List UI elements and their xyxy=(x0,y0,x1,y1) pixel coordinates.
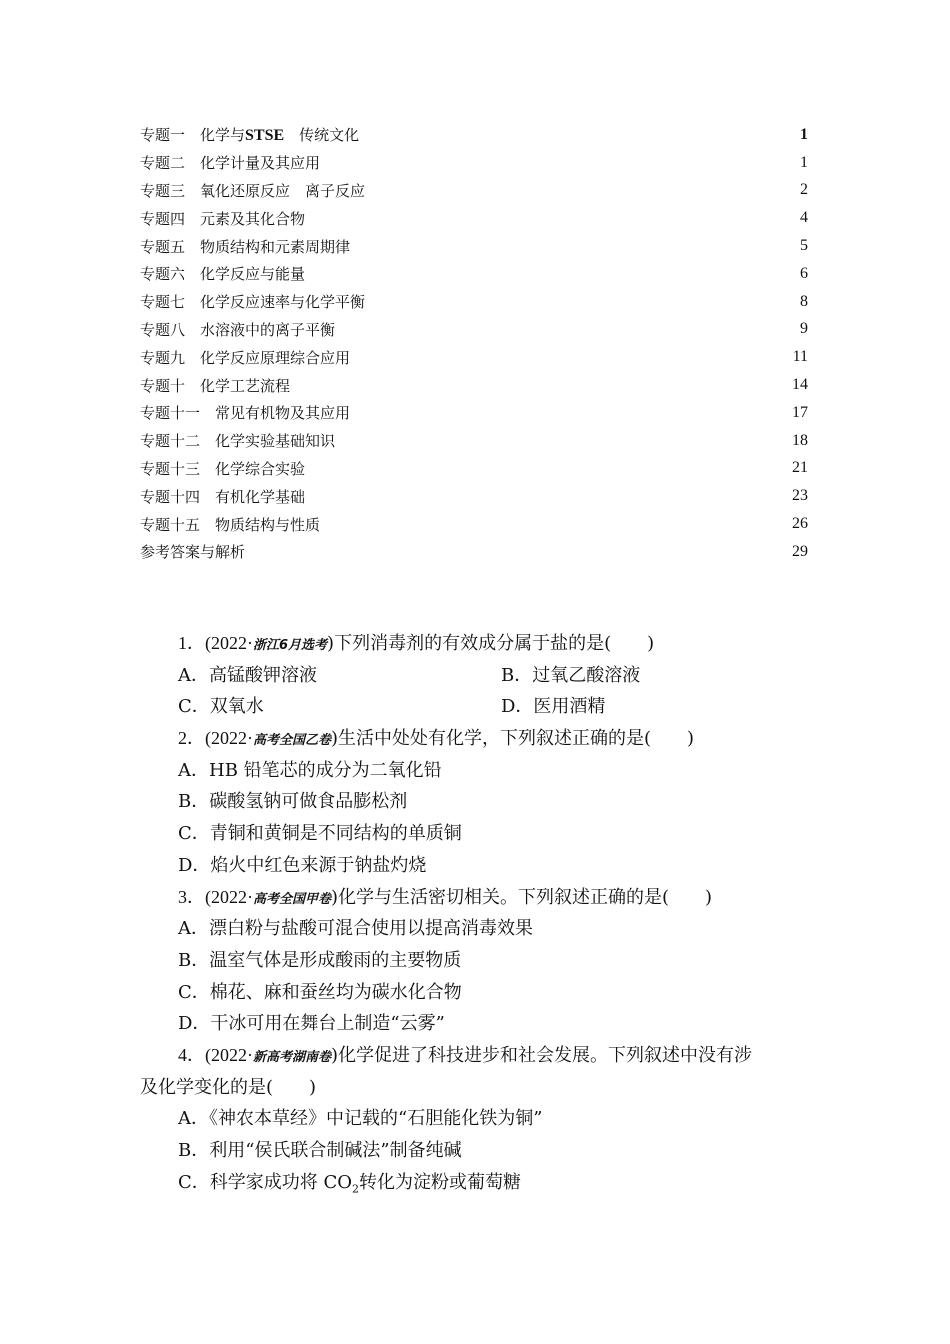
option-d: D．干冰可用在舞台上制造“云雾” xyxy=(178,1013,445,1035)
toc-title: 专题十四 有机化学基础 xyxy=(140,487,306,506)
question-list xyxy=(140,628,810,1198)
toc-page: 14 xyxy=(792,376,808,394)
toc-title: 专题九 化学反应原理综合应用 xyxy=(140,348,351,367)
toc-title: 专题十二 化学实验基础知识 xyxy=(140,432,336,451)
question-number: 4．(2022· xyxy=(178,1044,253,1065)
toc-row[interactable] xyxy=(140,204,808,232)
toc-title: 专题六 化学反应与能量 xyxy=(140,265,306,284)
toc-row[interactable] xyxy=(140,260,808,288)
option-b: B．温室气体是形成酸雨的主要物质 xyxy=(178,949,462,971)
toc-title: 专题十五 物质结构与性质 xyxy=(140,515,321,534)
toc-page: 1 xyxy=(800,153,808,171)
option-b: B．过氧乙酸溶液 xyxy=(501,664,641,686)
toc-page: 26 xyxy=(792,515,808,533)
option-c: C．棉花、麻和蚕丝均为碳水化合物 xyxy=(178,981,462,1003)
toc-title: 专题二 化学计量及其应用 xyxy=(140,154,321,173)
toc-page: 23 xyxy=(792,487,808,505)
option-c-text: C．科学家成功将 CO xyxy=(178,1171,353,1193)
toc-row[interactable] xyxy=(140,232,808,260)
toc-title: 专题十 化学工艺流程 xyxy=(140,376,291,395)
toc-title: 专题三 氧化还原反应 离子反应 xyxy=(140,181,366,200)
toc-page: 4 xyxy=(800,209,808,227)
question-number: 1．(2022· xyxy=(178,633,253,653)
option-a: A．HB 铅笔芯的成分为二氧化铅 xyxy=(178,759,442,781)
toc-page: 11 xyxy=(792,348,808,366)
option-c xyxy=(140,1167,810,1199)
question-number: 2．(2022· xyxy=(178,728,253,749)
option-b: B．利用“侯氏联合制碱法”制备纯碱 xyxy=(178,1140,462,1161)
toc-title: 专题五 物质结构和元素周期律 xyxy=(140,237,351,256)
option-a: A．漂白粉与盐酸可混合使用以提高消毒效果 xyxy=(178,918,533,940)
toc-title: 专题一 化学与STSE 传统文化 xyxy=(140,126,360,145)
option-row xyxy=(140,691,810,723)
option-a: A．高锰酸钾溶液 xyxy=(178,664,317,686)
question-text: )化学与生活密切相关。下列叙述正确的是( ) xyxy=(331,886,713,908)
question-source: 浙江6月选考 xyxy=(253,638,328,653)
toc-page: 1 xyxy=(800,125,808,143)
option-row xyxy=(140,660,810,692)
toc-page: 21 xyxy=(792,459,808,477)
toc-row[interactable] xyxy=(140,316,808,344)
option-d: D．医用酒精 xyxy=(501,696,606,718)
question-stem xyxy=(140,882,810,914)
question-stem xyxy=(140,628,810,660)
question-number: 3．(2022· xyxy=(178,886,253,907)
toc-page: 18 xyxy=(792,431,808,449)
toc-row[interactable] xyxy=(140,538,808,566)
toc-row[interactable] xyxy=(140,455,808,483)
toc-title: 专题十三 化学综合实验 xyxy=(140,459,306,478)
option-a: A．《神农本草经》中记载的“石胆能化铁为铜” xyxy=(178,1108,543,1130)
question-text: )下列消毒剂的有效成分属于盐的是( ) xyxy=(327,633,655,654)
question-text-continued: 及化学变化的是( ) xyxy=(140,1076,317,1098)
toc-page: 29 xyxy=(792,542,808,560)
question-source: 新高考湖南卷 xyxy=(253,1049,332,1065)
question-text: )化学促进了科技进步和社会发展。下列叙述中没有涉 xyxy=(331,1044,753,1066)
subscript: 2 xyxy=(352,1182,360,1196)
table-of-contents xyxy=(140,121,808,566)
toc-page: 2 xyxy=(800,181,808,199)
option-c-text-tail: 转化为淀粉或葡萄糖 xyxy=(359,1171,522,1193)
option-d: D．焰火中红色来源于钠盐灼烧 xyxy=(178,854,427,876)
toc-row[interactable] xyxy=(140,427,808,455)
toc-row[interactable] xyxy=(140,149,808,177)
toc-title: 专题八 水溶液中的离子平衡 xyxy=(140,320,336,339)
toc-row[interactable] xyxy=(140,510,808,538)
toc-row[interactable] xyxy=(140,371,808,399)
option-c: C．双氧水 xyxy=(178,696,264,718)
toc-page: 6 xyxy=(800,264,808,282)
toc-row[interactable] xyxy=(140,482,808,510)
toc-title: 专题七 化学反应速率与化学平衡 xyxy=(140,293,366,312)
question-stem xyxy=(140,723,810,755)
question-text: )生活中处处有化学，下列叙述正确的是( ) xyxy=(331,728,695,750)
toc-page: 5 xyxy=(800,237,808,255)
option-c: C．青铜和黄铜是不同结构的单质铜 xyxy=(178,823,462,845)
question-source: 高考全国甲卷 xyxy=(253,891,332,907)
toc-row[interactable] xyxy=(140,288,808,316)
toc-title: 专题十一 常见有机物及其应用 xyxy=(140,404,351,423)
toc-row[interactable] xyxy=(140,121,808,149)
question-source: 高考全国乙卷 xyxy=(253,733,332,749)
toc-page: 8 xyxy=(800,292,808,310)
toc-page: 9 xyxy=(800,320,808,338)
toc-row[interactable] xyxy=(140,343,808,371)
toc-row[interactable] xyxy=(140,399,808,427)
question-stem xyxy=(140,1040,810,1072)
toc-row[interactable] xyxy=(140,177,808,205)
option-b: B．碳酸氢钠可做食品膨松剂 xyxy=(178,791,408,813)
toc-title: 专题四 元素及其化合物 xyxy=(140,209,306,228)
toc-title: 参考答案与解析 xyxy=(140,543,246,562)
toc-page: 17 xyxy=(792,403,808,421)
